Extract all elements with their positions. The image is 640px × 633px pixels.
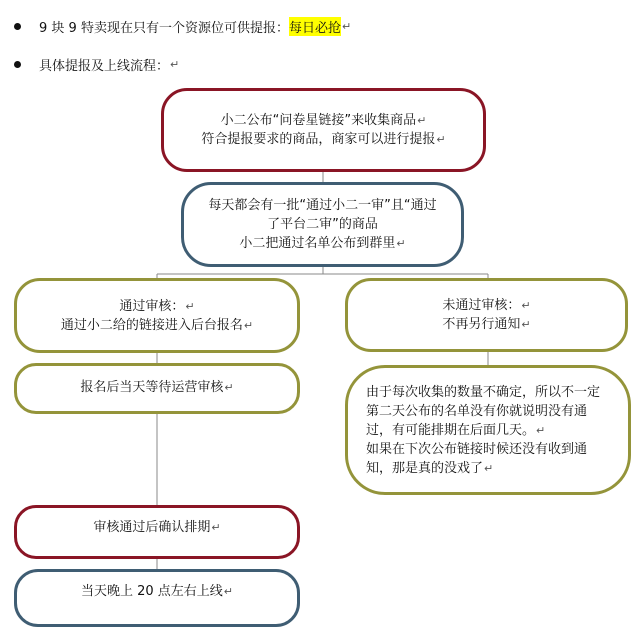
node-line: 了平台二审”的商品: [267, 217, 378, 232]
paragraph-mark-icon: ↵: [170, 57, 180, 71]
paragraph-mark-icon: ↵: [417, 114, 427, 127]
node-note: [345, 365, 631, 495]
node-line: 报名后当天等待运营审核↵: [80, 380, 234, 395]
node-passed: [14, 278, 300, 353]
paragraph-mark-icon: ↵: [185, 299, 195, 313]
node-line: 通过小二给的链接进入后台报名↵: [60, 317, 254, 333]
paragraph-mark-icon: ↵: [484, 461, 494, 475]
node-line: 由于每次收集的数量不确定，所以不一定: [366, 384, 601, 400]
node-failed: [345, 278, 628, 352]
node-line: 未通过审核：↵: [442, 298, 531, 313]
node-line: 小二公布“问卷星链接”来收集商品↵: [220, 113, 427, 128]
paragraph-mark-icon: ↵: [521, 299, 531, 312]
node-line: 过，有可能排期在后面几天。↵: [366, 422, 546, 438]
bullet-text: 9 块 9 特卖现在只有一个资源位可供提报：: [39, 20, 289, 36]
node-line: 通过审核：↵: [119, 298, 195, 314]
paragraph-mark-icon: ↵: [536, 423, 546, 437]
node-line: 审核通过后确认排期↵: [93, 520, 221, 535]
paragraph-mark-icon: ↵: [243, 318, 254, 332]
node-line: 符合提报要求的商品，商家可以进行提报↵: [201, 132, 446, 147]
node-daily-review: [181, 182, 464, 267]
paragraph-mark-icon: ↵: [521, 318, 531, 331]
node-go-live: [14, 569, 300, 627]
node-publish-link: [161, 88, 486, 172]
node-confirm-schedule: [14, 505, 300, 559]
node-line: 当天晚上 20 点左右上线↵: [80, 584, 234, 599]
node-line: 每天都会有一批“通过小二一审”且“通过: [208, 198, 437, 213]
bullet-text: 具体提报及上线流程：: [39, 58, 170, 74]
paragraph-mark-icon: ↵: [223, 585, 234, 598]
paragraph-mark-icon: ↵: [396, 237, 406, 250]
node-wait-review: [14, 363, 300, 414]
node-line: 如果在下次公布链接时候还没有收到通: [366, 441, 588, 457]
paragraph-mark-icon: ↵: [224, 381, 234, 394]
paragraph-mark-icon: ↵: [341, 19, 352, 33]
highlighted-text: 每日必抢: [289, 17, 341, 36]
node-line: 不再另行通知↵: [442, 317, 531, 332]
node-line: 第二天公布的名单没有你就说明没有通: [366, 403, 588, 419]
paragraph-mark-icon: ↵: [436, 133, 446, 146]
node-line: 小二把通过名单公布到群里↵: [239, 236, 406, 251]
paragraph-mark-icon: ↵: [211, 521, 221, 534]
node-line: 知，那是真的没戏了↵: [366, 460, 494, 476]
